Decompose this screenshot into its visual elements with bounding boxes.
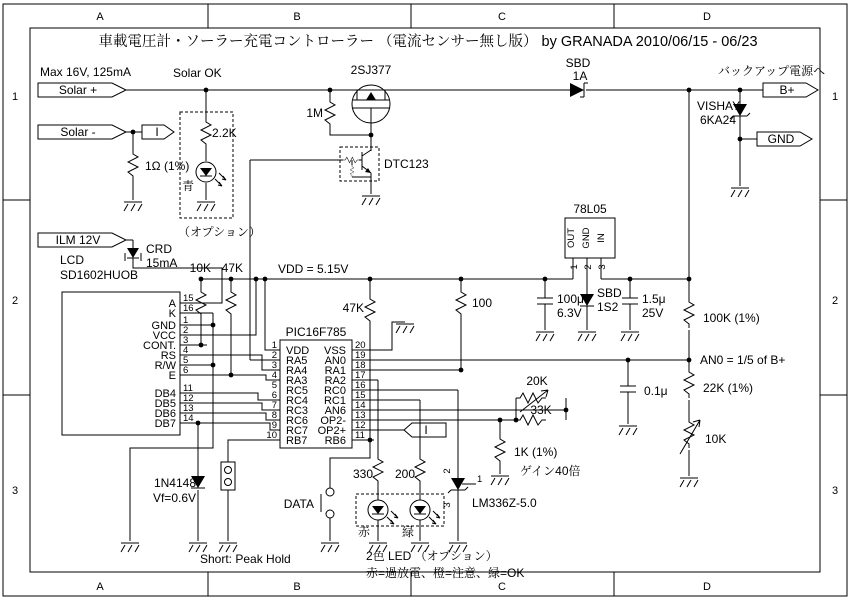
lcd-pinnum-6: 6 [183, 365, 189, 376]
pic-pin-vss: VSS [323, 345, 346, 357]
grid-col-c-bottom: C [498, 581, 506, 593]
pic-pins [266, 340, 365, 447]
cap-1u5 [622, 298, 638, 304]
label-1k: 1K (1%) [514, 445, 558, 459]
label-1m: 1M [306, 106, 323, 120]
led-option-box [356, 494, 444, 526]
led-red [368, 500, 398, 524]
data-button [321, 488, 334, 518]
label-lcd: LCD [60, 253, 85, 267]
transistor-dtc123 [340, 147, 379, 181]
pic-pinnum-2: 2 [271, 350, 277, 361]
label-solar-plus: Solar + [58, 83, 98, 97]
resistor-2k2 [201, 118, 211, 148]
pic-pin-ra5: RA5 [286, 355, 308, 367]
label-ilm: ILM 12V [55, 233, 101, 247]
label-i-tag-op2: I [424, 423, 428, 437]
label-led-note2: 赤=過放電、橙=注意、緑=OK [366, 566, 525, 580]
pic-pin-rc7: RC7 [286, 425, 309, 437]
lcd-pinnum-4: 4 [183, 345, 189, 356]
pic-pin-ra4: RA4 [286, 365, 308, 377]
label-lm336-pin2: 2 [442, 468, 453, 474]
label-vdd: VDD = 5.15V [278, 262, 349, 276]
lcd-pinnum-15: 15 [183, 293, 194, 304]
label-330: 330 [352, 467, 373, 481]
led-green [410, 500, 440, 524]
label-sbd: SBD [565, 56, 591, 70]
pic-pin-ra2: RA2 [324, 375, 346, 387]
label-data: DATA [283, 497, 314, 511]
pic-pinnum-10: 10 [266, 430, 277, 441]
grid-col-d-bottom: D [703, 581, 711, 593]
label-78l05: 78L05 [573, 202, 607, 216]
resistor-47k-pullup [226, 288, 236, 318]
lcd-pin-rw: R/W [154, 360, 176, 372]
lcd-pinnum-14: 14 [183, 413, 194, 424]
label-100k: 100K (1%) [703, 311, 760, 325]
grid-row-1-right: 1 [831, 91, 839, 103]
pic-pin-rb6: RB6 [324, 435, 346, 447]
grid-col-a-bottom: A [96, 581, 104, 593]
cap-0u1 [620, 386, 636, 392]
grid-row-3-right: 3 [831, 485, 839, 497]
label-reg-pin1: 1 [569, 264, 580, 270]
label-22k: 22K (1%) [703, 381, 754, 395]
label-sbd2: SBD [597, 286, 622, 300]
pic-pinnum-4: 4 [271, 370, 277, 381]
grid-col-a-top: A [96, 11, 104, 23]
pic-pin-rc1: RC1 [323, 395, 346, 407]
label-200: 200 [394, 467, 415, 481]
label-backup-note: バックアップ電源へ [718, 64, 826, 78]
pic-pin-rc0: RC0 [323, 385, 346, 397]
lcd-pin-e: E [168, 370, 176, 382]
pic-pinnum-9: 9 [271, 420, 277, 431]
lcd-pin-db5: DB5 [154, 398, 176, 410]
label-pic16f785: PIC16F785 [285, 325, 347, 339]
label-solar-ok: Solar OK [173, 66, 222, 80]
pic-pin-op2m: OP2- [320, 415, 346, 427]
label-2k2: 2.2K [212, 126, 237, 140]
label-lm336-pin1: 1 [477, 474, 483, 485]
pic-pinnum-20: 20 [355, 340, 366, 351]
label-100u-v: 6.3V [557, 306, 582, 320]
label-an0: AN0 = 1/5 of B+ [700, 353, 786, 367]
label-reg-pin3: 3 [597, 264, 608, 270]
lcd-pin-rs: RS [160, 350, 176, 362]
lcd-pin-vcc: VCC [152, 330, 176, 342]
lcd-pin-db6: DB6 [154, 408, 176, 420]
label-25v: 25V [642, 306, 664, 320]
led-blue [196, 162, 226, 186]
label-dtc123: DTC123 [384, 157, 429, 171]
mosfet-2sj377 [352, 85, 390, 123]
pic-pin-rc3: RC3 [286, 405, 309, 417]
pic-pin-rc4: RC4 [286, 395, 309, 407]
lcd-pinnum-11: 11 [183, 383, 193, 394]
label-gnd-tag: GND [767, 132, 795, 146]
pic-pin-an0: AN0 [324, 355, 346, 367]
lcd-pinnum-2: 2 [183, 325, 189, 336]
pic-pinnum-16: 16 [355, 380, 366, 391]
label-10k-trim: 10K [705, 432, 727, 446]
diode-sbd-1a [570, 83, 588, 97]
lcd-pinnum-16: 16 [183, 303, 194, 314]
pic-pinnum-12: 12 [355, 420, 366, 431]
label-solar-minus: Solar - [60, 125, 96, 139]
label-reg-gnd: GND [581, 227, 592, 249]
label-reg-in: IN [596, 233, 607, 243]
pic-pin-op2p: OP2+ [317, 425, 346, 437]
label-lcd-model: SD1602HUOB [60, 268, 139, 282]
label-i-tag-shunt: I [155, 125, 159, 139]
label-reg-pin2: 2 [583, 264, 594, 270]
lcd-pinnum-13: 13 [183, 403, 194, 414]
dtc-base-resistor [343, 157, 360, 163]
cap-100u [537, 298, 553, 304]
label-0u1: 0.1μ [644, 384, 668, 398]
grid-row-1-left: 1 [11, 91, 19, 103]
pic-pinnum-14: 14 [355, 400, 366, 411]
pic-pinnum-13: 13 [355, 410, 366, 421]
pic-pin-rc6: RC6 [286, 415, 309, 427]
grid-row-2-left: 2 [11, 295, 19, 307]
pic-pin-vdd: VDD [286, 345, 310, 357]
resistor-1m [325, 98, 335, 128]
grid-col-c-top: C [498, 11, 506, 23]
label-47k-pullup: 47K [221, 261, 243, 275]
pic-pinnum-7: 7 [271, 400, 277, 411]
pic-pinnum-6: 6 [271, 390, 277, 401]
resistor-47k-data [365, 295, 375, 325]
resistor-200 [415, 455, 425, 485]
grid-col-d-top: D [703, 11, 711, 23]
resistor-100k [684, 298, 694, 328]
label-crd-ma: 15mA [146, 256, 178, 270]
pic-pinnum-11: 11 [355, 430, 365, 441]
resistor-330 [373, 455, 383, 485]
lcd-pinnum-12: 12 [183, 393, 194, 404]
label-vishay: VISHAY [697, 99, 741, 113]
pic-pin-ra1: RA1 [324, 365, 346, 377]
label-sbd-1a: 1A [572, 69, 588, 83]
label-gain-note: ゲイン40倍 [520, 464, 581, 478]
grid-col-b-top: B [293, 11, 301, 23]
lcd-pin-db4: DB4 [154, 388, 176, 400]
label-max-rating: Max 16V, 125mA [40, 65, 131, 79]
pic-pin-an6: AN6 [324, 405, 346, 417]
label-1ohm: 1Ω (1%) [145, 159, 190, 173]
pic-pinnum-17: 17 [355, 370, 366, 381]
pic-pinnum-18: 18 [355, 360, 366, 371]
label-lm336: LM336Z-5.0 [472, 496, 537, 510]
jumper-peak-hold [221, 462, 235, 490]
grid-row-2-right: 2 [831, 295, 839, 307]
lcd-pin-a: A [168, 298, 176, 310]
label-crd: CRD [146, 242, 172, 256]
resistor-22k [684, 368, 694, 398]
label-reg-out: OUT [566, 227, 577, 249]
label-lm336-pin3: 3 [442, 502, 453, 508]
pic-pinnum-5: 5 [271, 380, 277, 391]
label-green: 緑 [402, 525, 415, 539]
grid-col-b-bottom: B [293, 581, 301, 593]
label-1u5: 1.5μ [642, 292, 666, 306]
pic-pin-ra3: RA3 [286, 375, 308, 387]
pic-pinnum-19: 19 [355, 350, 366, 361]
label-vf: Vf=0.6V [152, 491, 196, 505]
lcd-pins [143, 293, 194, 430]
label-20k: 20K [526, 374, 548, 388]
schematic-title: 車載電圧計・ソーラー充電コントローラー （電流センサー無し版） by GRANADA 2010/06/15 - 06/23 [98, 34, 758, 50]
grid-row-3-left: 3 [11, 485, 19, 497]
label-100: 100 [472, 296, 493, 310]
label-100u: 100μ [557, 292, 584, 306]
pic-pinnum-3: 3 [271, 360, 277, 371]
label-option-solar: （オプション） [178, 225, 261, 239]
pic-pin-rb7: RB7 [286, 435, 308, 447]
label-10k-pullup: 10K [189, 261, 211, 275]
resistor-100 [456, 288, 466, 318]
lcd-pinnum-3: 3 [183, 335, 189, 346]
pic-pinnum-15: 15 [355, 390, 366, 401]
label-33k: 33K [530, 403, 552, 417]
pic-pinnum-8: 8 [271, 410, 277, 421]
lcd-pinnum-1: 1 [183, 315, 189, 326]
label-short-peak-hold: Short: Peak Hold [200, 552, 291, 566]
lcd-pin-db7: DB7 [154, 418, 176, 430]
label-47k-data: 47K [342, 301, 364, 315]
label-led-note1: 2色 LED （オプション） [366, 549, 498, 563]
label-bplus: B+ [779, 83, 795, 97]
lcd-pin-cont: CONT. [143, 340, 176, 352]
label-2sj377: 2SJ377 [350, 63, 392, 77]
resistor-1k [495, 435, 505, 465]
label-6ka24: 6KA24 [700, 113, 737, 127]
labels [40, 56, 825, 580]
resistor-1ohm [128, 150, 138, 180]
lcd-pin-gnd: GND [151, 320, 176, 332]
trimmer-arrow-10k [680, 420, 700, 454]
lcd-pinnum-5: 5 [183, 355, 189, 366]
pic-pin-rc5: RC5 [286, 385, 309, 397]
lcd-pin-k: K [168, 308, 176, 320]
label-1s2: 1S2 [597, 300, 619, 314]
label-1n4148: 1N4148 [153, 476, 196, 490]
pic-pinnum-1: 1 [271, 340, 277, 351]
label-led-blue: 青 [182, 179, 195, 193]
label-red: 赤 [358, 525, 371, 539]
